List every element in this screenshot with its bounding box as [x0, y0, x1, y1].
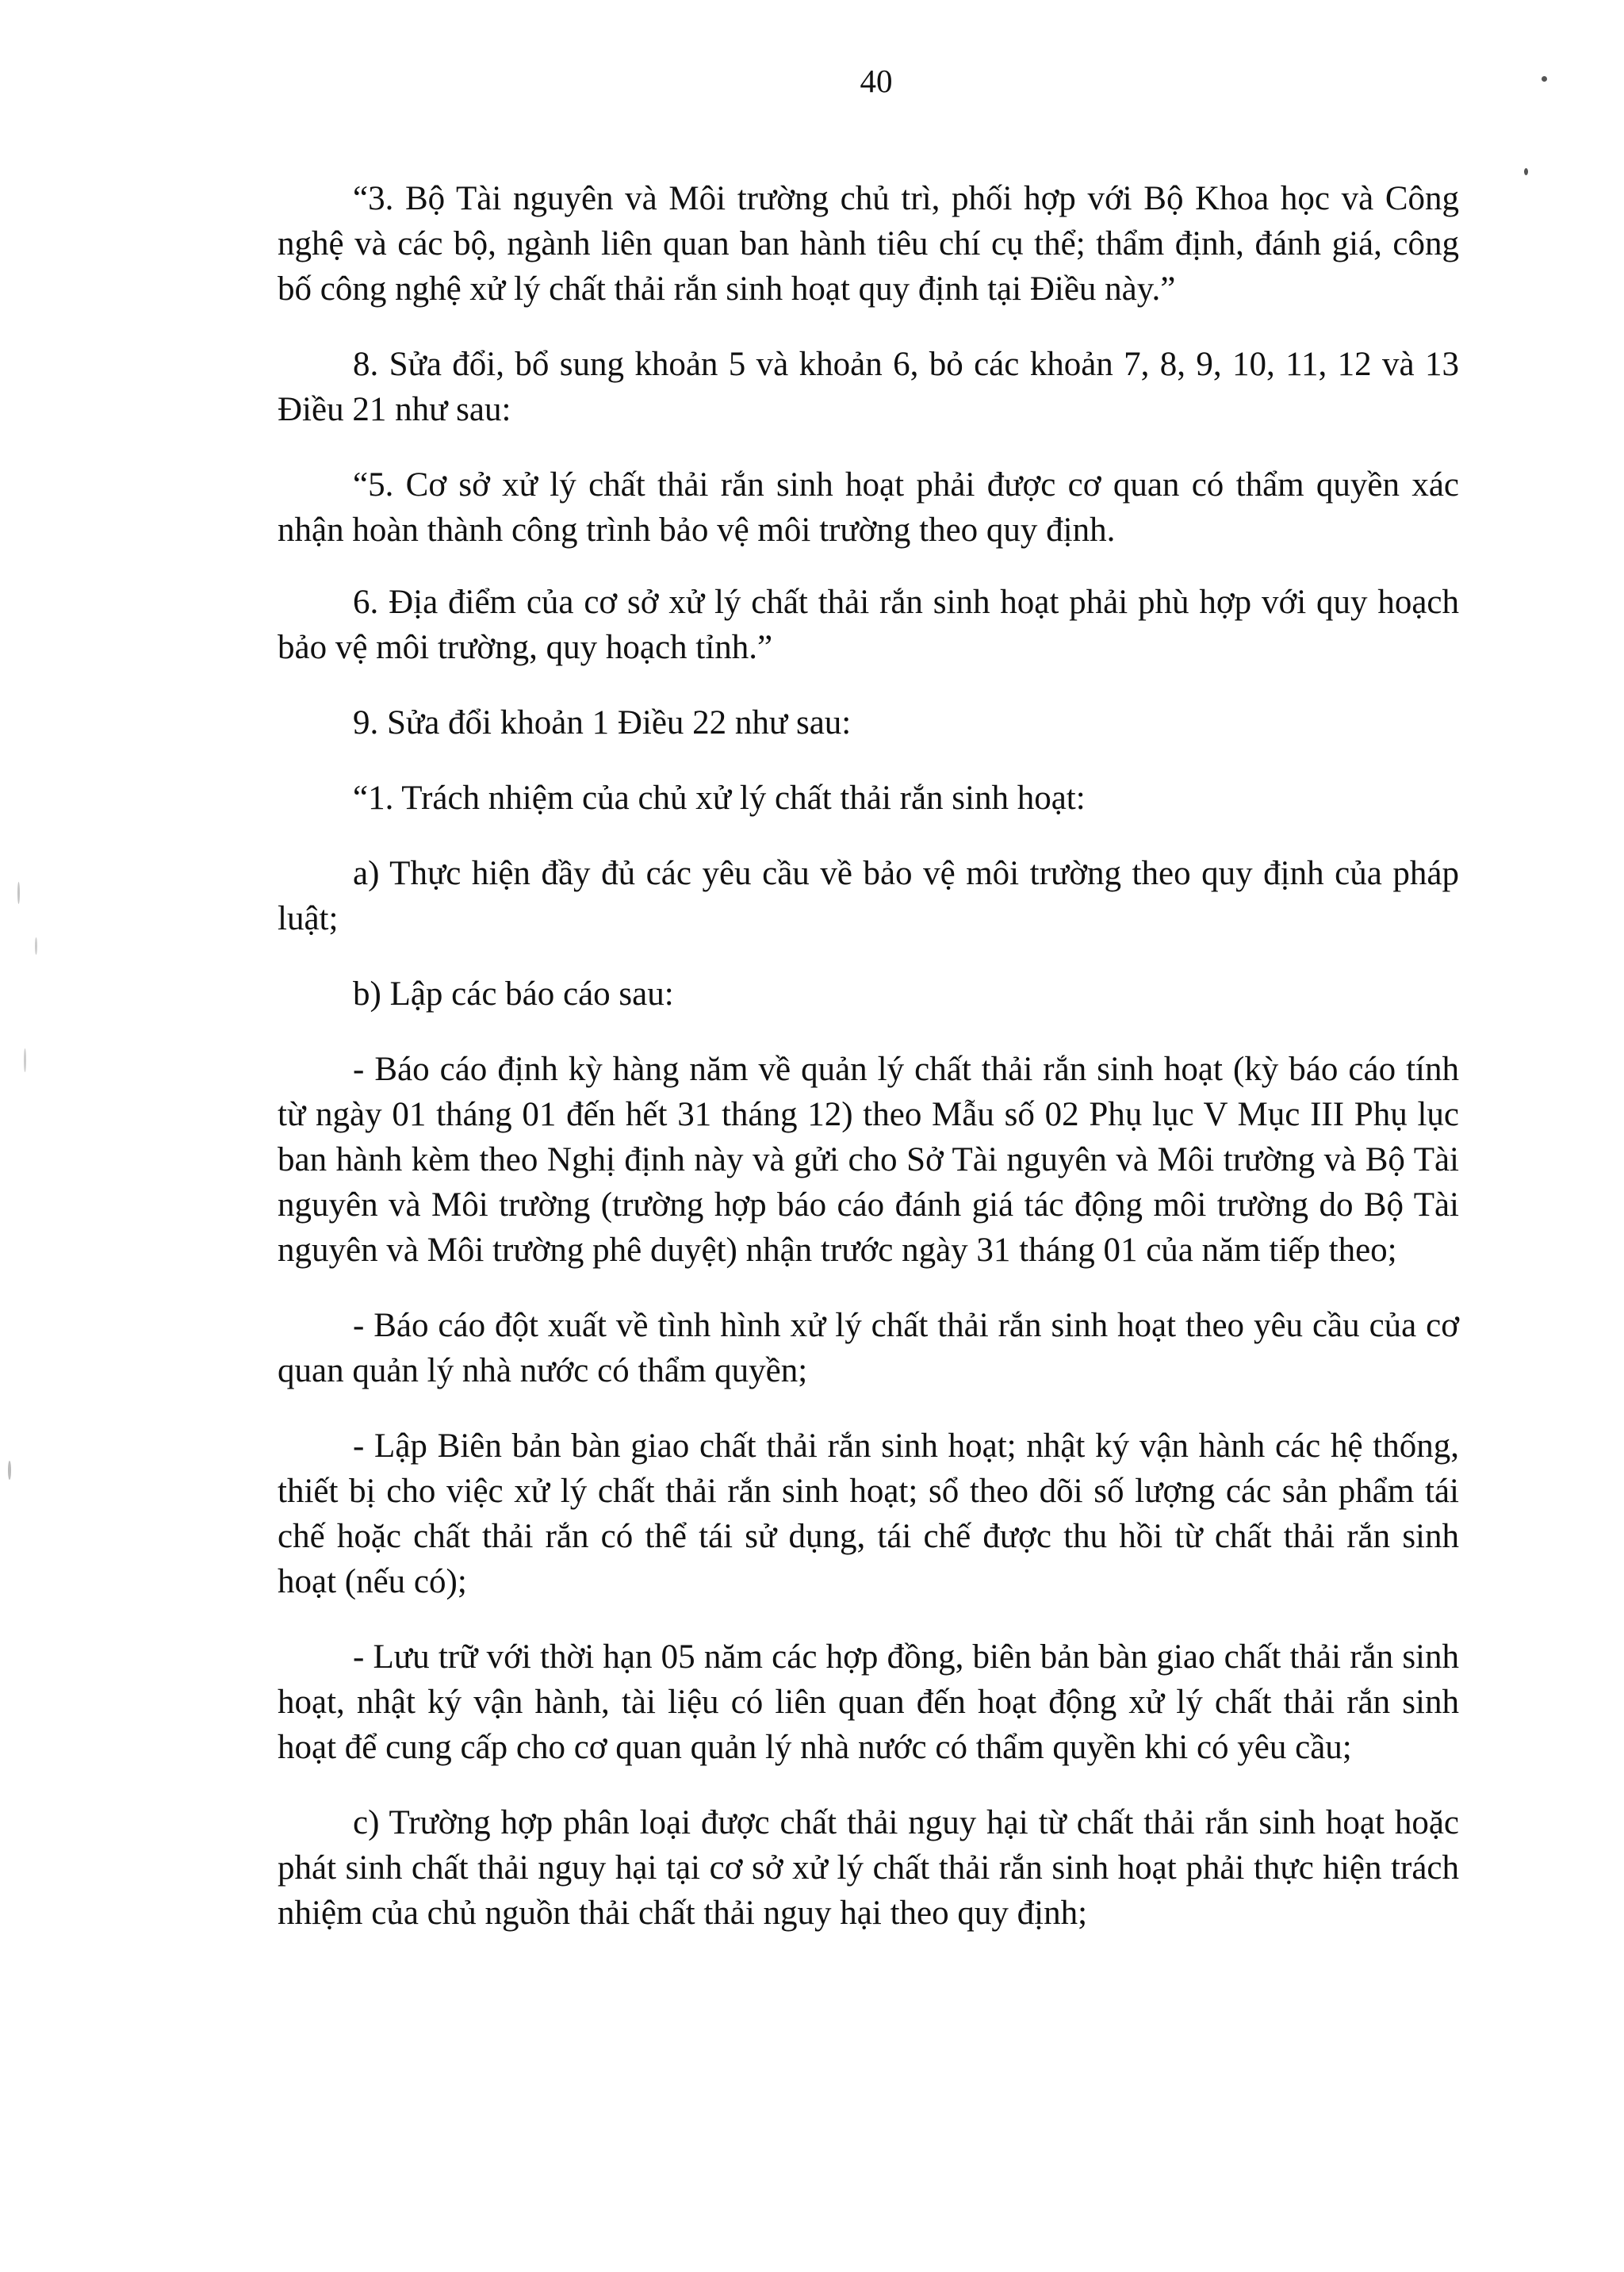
paragraph-adhoc-report: - Báo cáo đột xuất về tình hình xử lý chất thải rắn sinh hoạt theo yêu cầu của cơ quan quản lý nhà nước có thẩm quyền;: [278, 1307, 1459, 1389]
paragraph-clause-1-quote: “1. Trách nhiệm của chủ xử lý chất thải rắn sinh hoạt:: [353, 780, 1086, 817]
paragraph-item-c: c) Trường hợp phân loại được chất thải nguy hại từ chất thải rắn sinh hoạt hoặc phát sinh chất thải nguy hại tại cơ sở xử lý chất thải rắn sinh hoạt phải thực hiện trách nhiệm của chủ nguồn thải chất thải nguy hại theo quy định;: [278, 1804, 1459, 1932]
paragraph-archive: - Lưu trữ với thời hạn 05 năm các hợp đồng, biên bản bàn giao chất thải rắn sinh hoạt, nhật ký vận hành, tài liệu có liên quan đến hoạt động xử lý chất thải rắn sinh hoạt để cung cấp cho cơ quan quản lý nhà nước có thẩm quyền khi có yêu cầu;: [278, 1638, 1459, 1766]
scan-speck: [24, 1048, 26, 1072]
scan-speck: [1524, 168, 1528, 175]
scan-speck: [35, 937, 37, 955]
document-body: [278, 176, 1459, 1936]
paragraph-handover-record: - Lập Biên bản bàn giao chất thải rắn sinh hoạt; nhật ký vận hành các hệ thống, thiết bị cho việc xử lý chất thải rắn sinh hoạt; sổ theo dõi số lượng các sản phẩm tái chế hoặc chất thải rắn có thể tái sử dụng, tái chế được thu hồi từ chất thải rắn sinh hoạt (nếu có);: [278, 1427, 1459, 1600]
paragraph-clause-3-quote: “3. Bộ Tài nguyên và Môi trường chủ trì, phối hợp với Bộ Khoa học và Công nghệ và các bộ, ngành liên quan ban hành tiêu chí cụ thể; thẩm định, đánh giá, công bố công nghệ xử lý chất thải rắn sinh hoạt quy định tại Điều này.”: [278, 180, 1459, 308]
scan-speck: [8, 1461, 11, 1480]
scan-speck: [17, 882, 20, 904]
paragraph-clause-6: 6. Địa điểm của cơ sở xử lý chất thải rắn sinh hoạt phải phù hợp với quy hoạch bảo vệ môi trường, quy hoạch tỉnh.”: [278, 584, 1459, 666]
paragraph-clause-5-quote: “5. Cơ sở xử lý chất thải rắn sinh hoạt phải được cơ quan có thẩm quyền xác nhận hoàn thành công trình bảo vệ môi trường theo quy định.: [278, 466, 1459, 549]
scan-speck: [1542, 76, 1547, 82]
page-number: 40: [860, 63, 893, 99]
paragraph-amendment-8: 8. Sửa đổi, bổ sung khoản 5 và khoản 6, bỏ các khoản 7, 8, 9, 10, 11, 12 và 13 Điều 21 như sau:: [278, 346, 1459, 428]
paragraph-item-b: b) Lập các báo cáo sau:: [353, 975, 674, 1013]
paragraph-annual-report: - Báo cáo định kỳ hàng năm về quản lý chất thải rắn sinh hoạt (kỳ báo cáo tính từ ngày 01 tháng 01 đến hết 31 tháng 12) theo Mẫu số 02 Phụ lục V Mục III Phụ lục ban hành kèm theo Nghị định này và gửi cho Sở Tài nguyên và Môi trường và Bộ Tài nguyên và Môi trường (trường hợp báo cáo đánh giá tác động môi trường do Bộ Tài nguyên và Môi trường phê duyệt) nhận trước ngày 31 tháng 01 của năm tiếp theo;: [278, 1051, 1459, 1269]
paragraph-amendment-9: 9. Sửa đổi khoản 1 Điều 22 như sau:: [353, 704, 852, 741]
paragraph-item-a: a) Thực hiện đầy đủ các yêu cầu về bảo vệ môi trường theo quy định của pháp luật;: [278, 855, 1459, 937]
